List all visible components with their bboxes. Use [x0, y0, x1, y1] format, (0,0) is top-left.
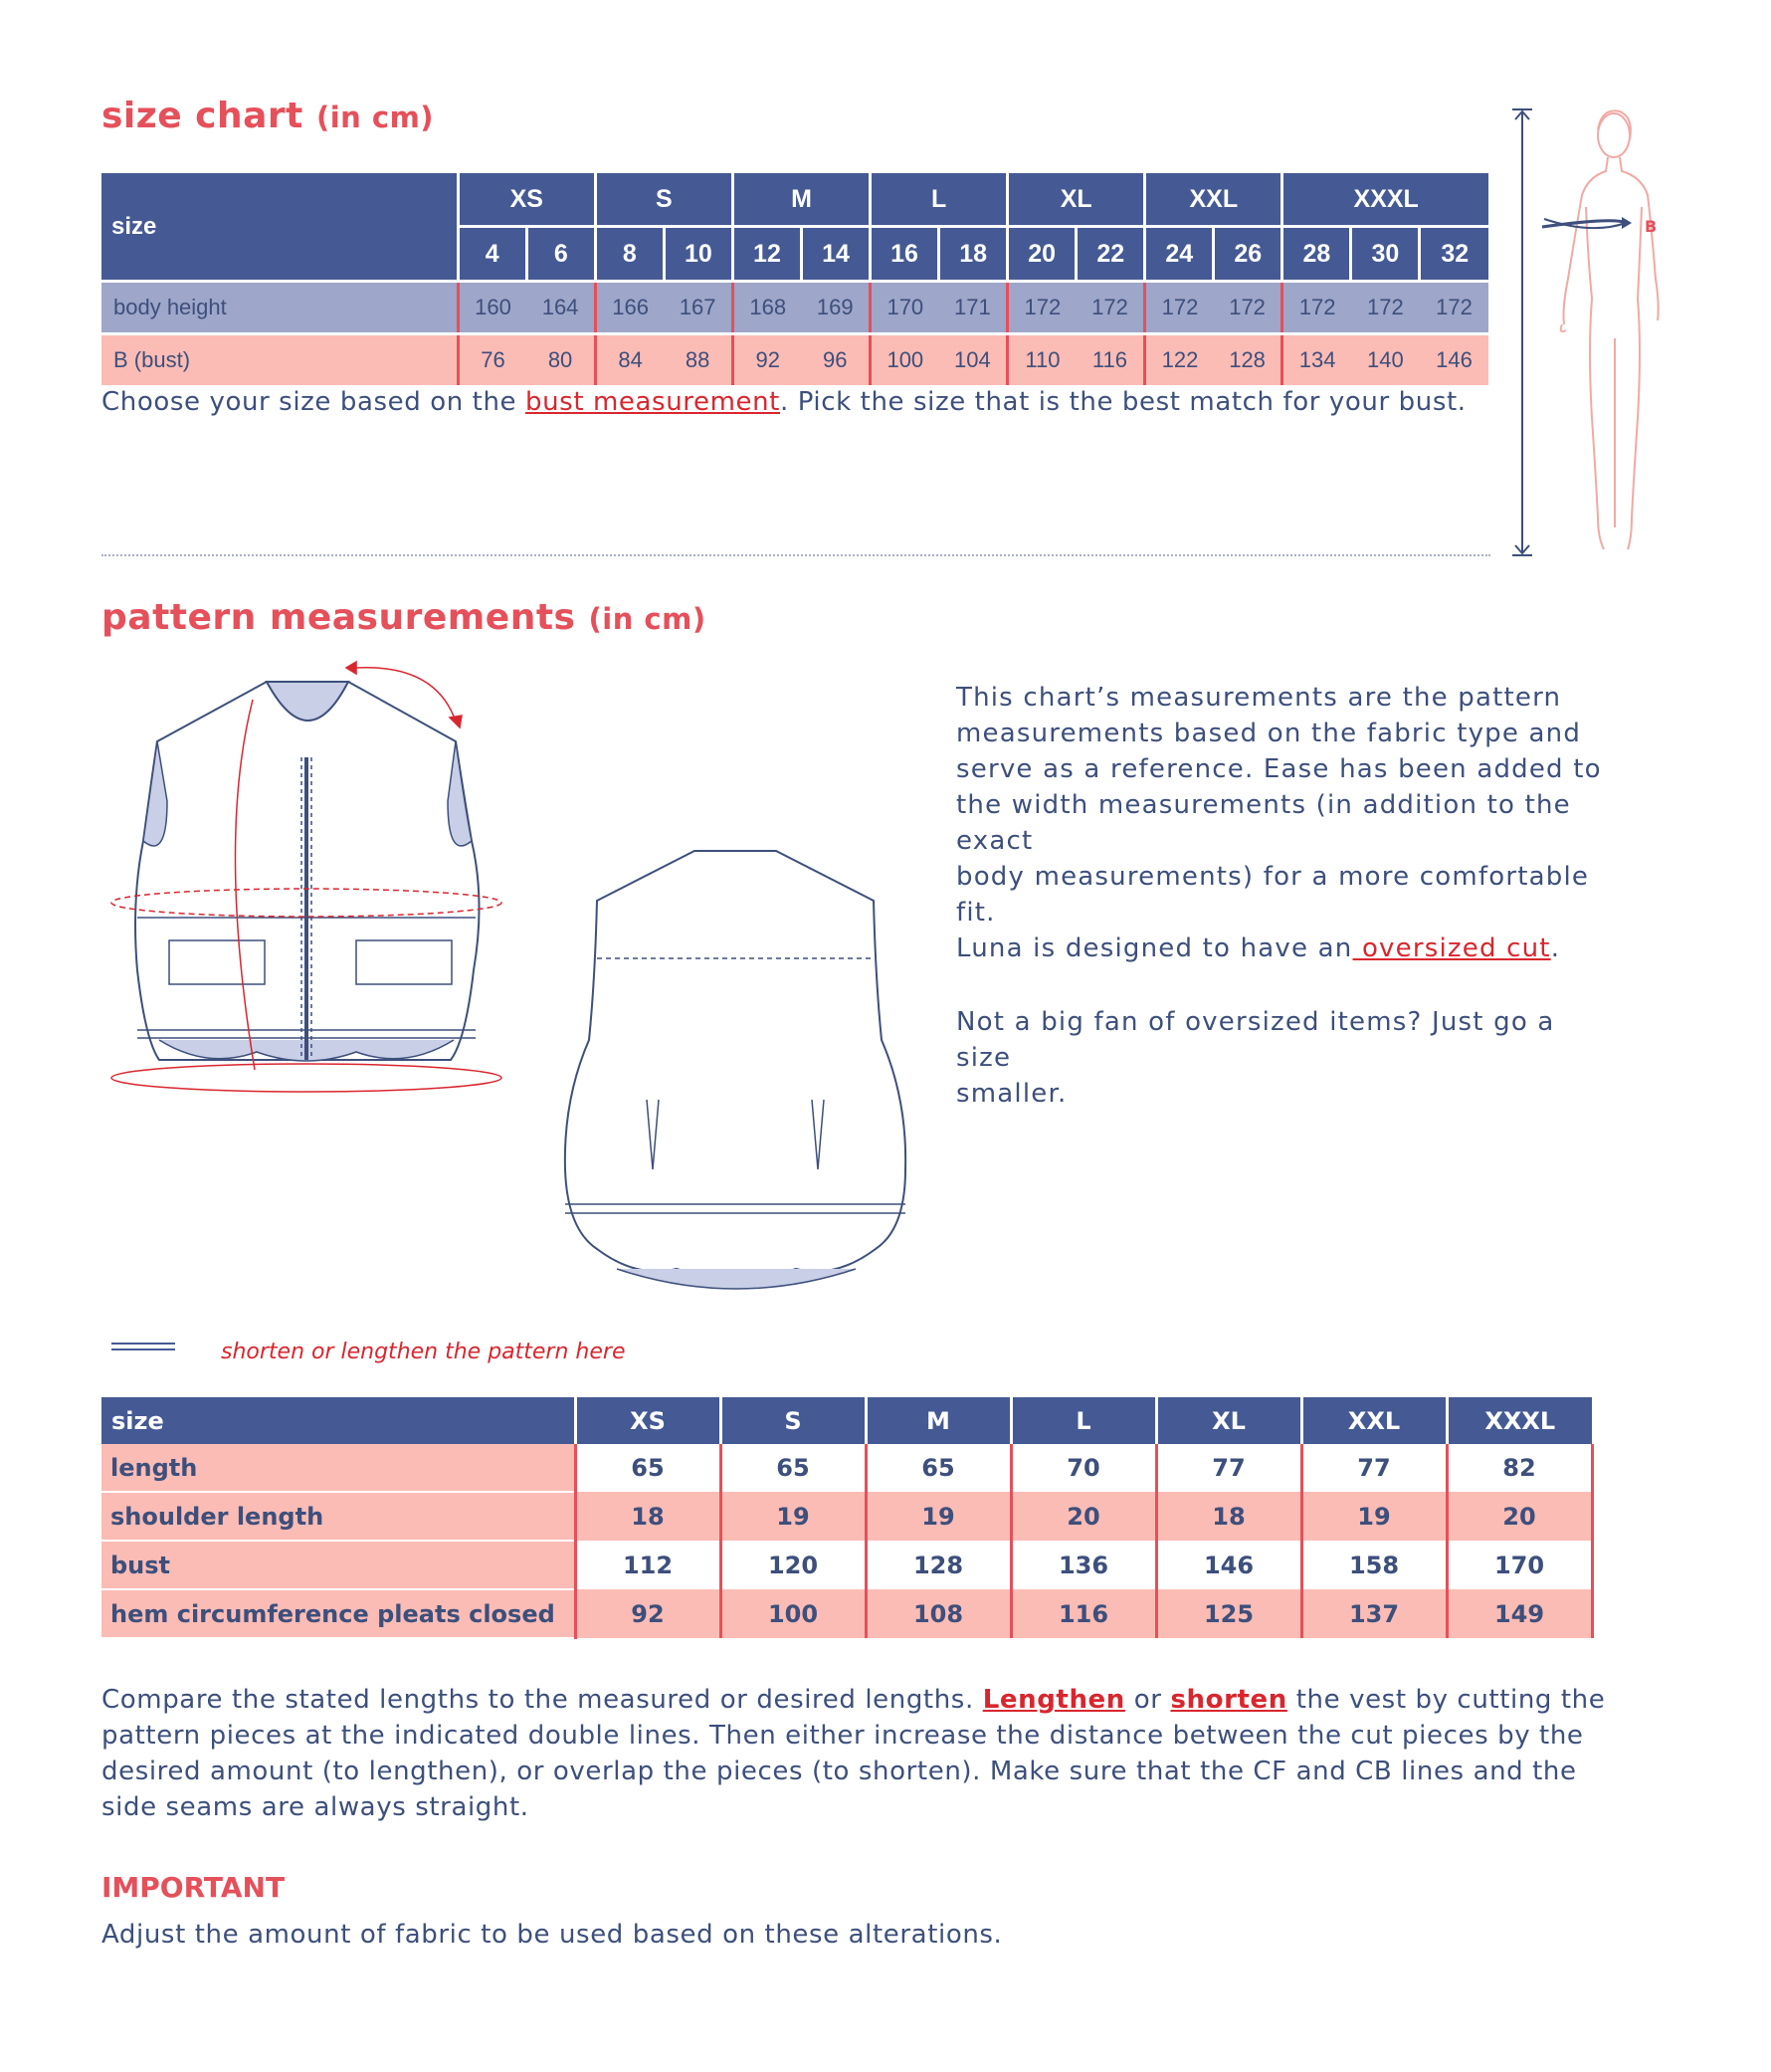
- size-group-cell: XL: [1008, 173, 1145, 227]
- pm-value-cell: 20: [1011, 1492, 1156, 1541]
- pm-value-cell: 100: [720, 1589, 866, 1638]
- bust-cell: 128: [1214, 334, 1282, 386]
- body-height-cell: 164: [526, 282, 595, 334]
- pm-value-cell: 170: [1447, 1541, 1592, 1589]
- size-number-cell: 14: [801, 227, 870, 282]
- bust-cell: 110: [1008, 334, 1077, 386]
- size-group-cell: L: [871, 173, 1008, 227]
- pm-value-cell: 19: [1301, 1492, 1447, 1541]
- pm-value-cell: 65: [866, 1444, 1011, 1492]
- description-line: This chart’s measurements are the pattern: [956, 683, 1562, 713]
- pm-value-cell: 18: [1156, 1492, 1301, 1541]
- alteration-text: [101, 1682, 1605, 1825]
- pm-row: [101, 1541, 1592, 1589]
- double-line-legend-icon: [111, 1343, 175, 1350]
- pm-size-header: XXXL: [1447, 1397, 1592, 1444]
- alteration-line: pattern pieces at the indicated double lines. Then either increase the distance between the cut pieces by the: [101, 1721, 1584, 1751]
- body-height-cell: 171: [939, 282, 1008, 334]
- size-chart-title: [101, 96, 434, 136]
- pm-row: [101, 1492, 1592, 1541]
- pm-value-cell: 20: [1447, 1492, 1592, 1541]
- pm-value-cell: 19: [866, 1492, 1011, 1541]
- description-last-end: .: [1550, 933, 1561, 963]
- size-group-cell: XS: [458, 173, 595, 227]
- bust-measurement-link[interactable]: bust measurement: [525, 387, 780, 417]
- size-group-row: [101, 173, 1488, 227]
- size-number-cell: 22: [1077, 227, 1145, 282]
- body-height-cell: 172: [1420, 282, 1488, 334]
- pm-size-header: XL: [1156, 1397, 1301, 1444]
- body-figure-illustration: [1492, 100, 1691, 567]
- body-height-cell: 160: [458, 282, 526, 334]
- bust-cell: 96: [801, 334, 870, 386]
- pm-size-header: S: [720, 1397, 866, 1444]
- body-height-cell: 172: [1008, 282, 1077, 334]
- size-row-label: size: [101, 173, 458, 282]
- bust-cell: 92: [732, 334, 801, 386]
- pattern-title-text: pattern measurements: [101, 597, 576, 638]
- size-number-cell: 28: [1282, 227, 1351, 282]
- shorten-link[interactable]: shorten: [1170, 1685, 1287, 1715]
- size-number-cell: 30: [1351, 227, 1420, 282]
- pm-value-cell: 77: [1301, 1444, 1447, 1492]
- bust-cell: 100: [871, 334, 939, 386]
- pm-row: [101, 1589, 1592, 1638]
- oversized-cut-link[interactable]: oversized cut: [1352, 933, 1551, 963]
- alteration-or: or: [1124, 1685, 1171, 1715]
- pm-value-cell: 18: [575, 1492, 720, 1541]
- size-number-cell: 4: [458, 227, 526, 282]
- pm-size-header: XS: [575, 1397, 720, 1444]
- pm-row-label: length: [101, 1444, 575, 1492]
- body-height-cell: 169: [801, 282, 870, 334]
- bust-cell: 122: [1145, 334, 1214, 386]
- important-title: IMPORTANT: [101, 1871, 286, 1904]
- size-number-cell: 10: [664, 227, 732, 282]
- size-number-cell: 18: [939, 227, 1008, 282]
- alteration-text-end: the vest by cutting the: [1286, 1685, 1606, 1715]
- size-number-cell: 6: [526, 227, 595, 282]
- alteration-line: [101, 1682, 1605, 1718]
- bust-cell: 116: [1077, 334, 1145, 386]
- section-divider: [101, 554, 1490, 556]
- pm-value-cell: 158: [1301, 1541, 1447, 1589]
- size-number-cell: 8: [595, 227, 664, 282]
- size-group-cell: XXXL: [1282, 173, 1488, 227]
- bust-cell: 88: [664, 334, 732, 386]
- size-group-cell: XXL: [1145, 173, 1282, 227]
- pm-value-cell: 65: [720, 1444, 866, 1492]
- pm-value-cell: 112: [575, 1541, 720, 1589]
- pattern-measurements-table: [101, 1397, 1594, 1639]
- pm-value-cell: 120: [720, 1541, 866, 1589]
- description-line: measurements based on the fabric type and: [956, 719, 1582, 748]
- size-group-cell: M: [732, 173, 870, 227]
- description-line: body measurements) for a more comfortable fit.: [956, 862, 1590, 928]
- size-note-text: Choose your size based on the: [101, 387, 525, 417]
- alteration-line: desired amount (to lengthen), or overlap the pieces (to shorten). Make sure that the CF and CB lines and the: [101, 1757, 1577, 1786]
- body-height-cell: 166: [595, 282, 664, 334]
- pattern-title-unit: (in cm): [588, 602, 706, 636]
- body-height-cell: 170: [871, 282, 939, 334]
- pm-value-cell: 146: [1156, 1541, 1301, 1589]
- lengthen-link[interactable]: Lengthen: [982, 1685, 1125, 1715]
- size-number-cell: 20: [1008, 227, 1077, 282]
- size-number-cell: 32: [1420, 227, 1488, 282]
- pm-size-label: size: [101, 1397, 575, 1444]
- body-height-cell: 168: [732, 282, 801, 334]
- size-note-text-end: . Pick the size that is the best match for your bust.: [779, 387, 1467, 417]
- pm-value-cell: 128: [866, 1541, 1011, 1589]
- body-height-cell: 167: [664, 282, 732, 334]
- pm-row: [101, 1444, 1592, 1492]
- important-text: Adjust the amount of fabric to be used based on these alterations.: [101, 1920, 1003, 1950]
- bust-label: B (bust): [101, 334, 458, 386]
- alteration-text-start: Compare the stated lengths to the measured or desired lengths.: [101, 1685, 983, 1715]
- size-number-cell: 24: [1145, 227, 1214, 282]
- description-last-text: Luna is designed to have an: [956, 933, 1353, 963]
- pm-row-label: bust: [101, 1541, 575, 1589]
- body-height-row: [101, 282, 1488, 334]
- body-height-cell: 172: [1351, 282, 1420, 334]
- pm-value-cell: 82: [1447, 1444, 1592, 1492]
- legend-text: shorten or lengthen the pattern here: [221, 1340, 626, 1364]
- bust-row: [101, 334, 1488, 386]
- vest-back-illustration: [557, 841, 915, 1299]
- size-chart-unit: (in cm): [315, 101, 435, 134]
- bust-cell: 140: [1351, 334, 1420, 386]
- pattern-description: [956, 680, 1613, 1112]
- body-height-cell: 172: [1214, 282, 1282, 334]
- pm-size-header: XXL: [1301, 1397, 1447, 1444]
- description-line: serve as a reference. Ease has been added to: [956, 754, 1602, 784]
- size-group-cell: S: [595, 173, 732, 227]
- pm-value-cell: 70: [1011, 1444, 1156, 1492]
- pm-value-cell: 137: [1301, 1589, 1447, 1638]
- size-chart-title-text: size chart: [101, 96, 303, 136]
- pm-value-cell: 125: [1156, 1589, 1301, 1638]
- pm-size-header: L: [1011, 1397, 1156, 1444]
- pm-size-header: M: [866, 1397, 1011, 1444]
- bust-cell: 84: [595, 334, 664, 386]
- bust-figure-label: B: [1645, 217, 1658, 236]
- pm-row-label: hem circumference pleats closed: [101, 1589, 575, 1638]
- pm-value-cell: 136: [1011, 1541, 1156, 1589]
- bust-cell: 104: [939, 334, 1008, 386]
- pm-value-cell: 116: [1011, 1589, 1156, 1638]
- body-height-cell: 172: [1145, 282, 1214, 334]
- size-number-cell: 12: [732, 227, 801, 282]
- pm-value-cell: 108: [866, 1589, 1011, 1638]
- body-height-label: body height: [101, 282, 458, 334]
- bust-cell: 80: [526, 334, 595, 386]
- pm-value-cell: 149: [1447, 1589, 1592, 1638]
- pm-value-cell: 77: [1156, 1444, 1301, 1492]
- description-line: the width measurements (in addition to the exact: [956, 790, 1571, 856]
- bust-cell: 134: [1282, 334, 1351, 386]
- pm-value-cell: 92: [575, 1589, 720, 1638]
- fan-line: smaller.: [956, 1079, 1068, 1109]
- bust-cell: 146: [1420, 334, 1488, 386]
- bust-cell: 76: [458, 334, 526, 386]
- alteration-line: side seams are always straight.: [101, 1792, 529, 1822]
- size-chart-table: [101, 173, 1488, 385]
- size-number-cell: 16: [871, 227, 939, 282]
- pm-header-row: [101, 1397, 1592, 1444]
- body-height-cell: 172: [1282, 282, 1351, 334]
- height-arrow-icon: [1512, 109, 1532, 555]
- pattern-measurements-title: [101, 597, 706, 638]
- pm-value-cell: 19: [720, 1492, 866, 1541]
- woman-silhouette-icon: [1561, 110, 1659, 549]
- fan-line: Not a big fan of oversized items? Just go a size: [956, 1007, 1555, 1073]
- pm-value-cell: 65: [575, 1444, 720, 1492]
- description-line: [956, 931, 1613, 966]
- vest-front-illustration: [107, 642, 515, 1100]
- pm-row-label: shoulder length: [101, 1492, 575, 1541]
- size-number-cell: 26: [1214, 227, 1282, 282]
- body-height-cell: 172: [1077, 282, 1145, 334]
- size-note: [101, 384, 1467, 420]
